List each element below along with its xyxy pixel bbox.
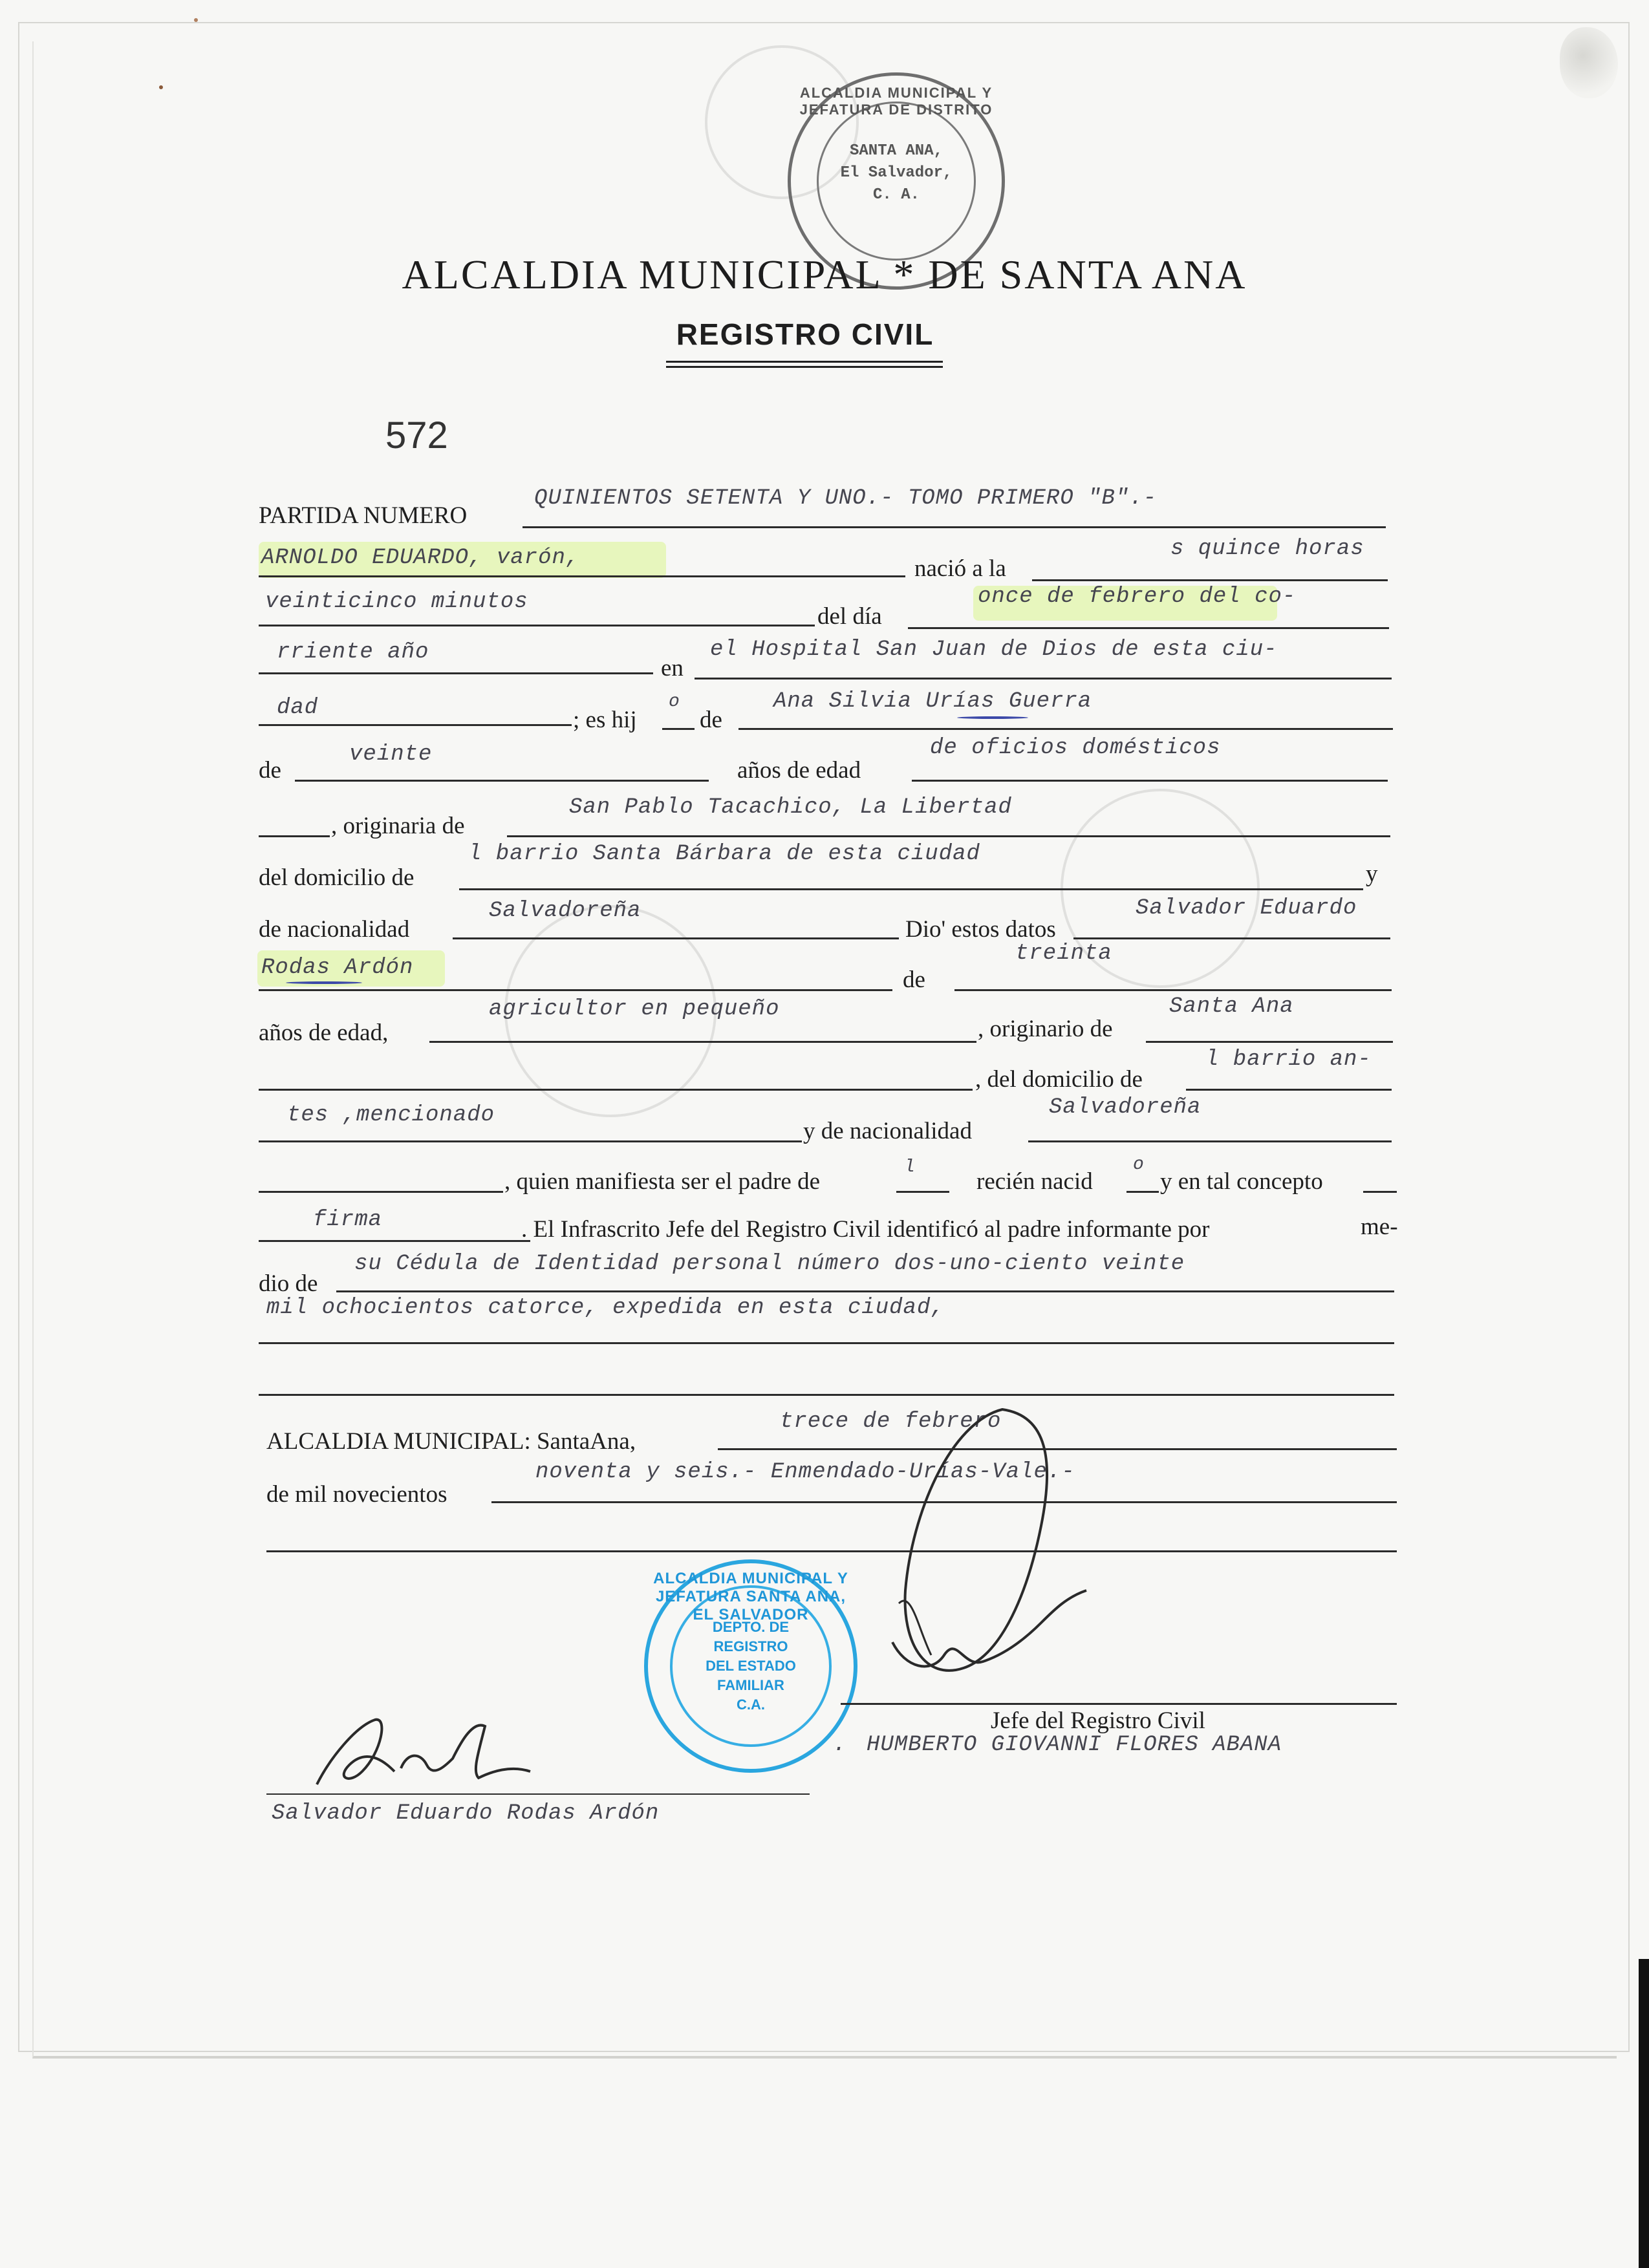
seal-line: SANTA ANA,: [849, 142, 943, 160]
field-informante-edad: treinta: [1015, 941, 1112, 966]
label-originaria-de: , originaria de: [331, 813, 465, 839]
form-line: [954, 989, 1392, 991]
form-line: [908, 627, 1389, 629]
seal-center-text: [648, 1618, 854, 1715]
field-madre-domicilio: l barrio Santa Bárbara de esta ciudad: [468, 842, 980, 866]
form-line: [259, 1342, 1394, 1344]
label-del-domicilio-de: del domicilio de: [259, 864, 415, 891]
label-es-hij: ; es hij: [573, 707, 637, 733]
field-nacid-suffix: o: [1133, 1155, 1145, 1175]
form-line: [259, 835, 330, 837]
seal-ring-text: ALCALDIA MUNICIPAL Y JEFATURA SANTA ANA, EL SALVADOR: [653, 1570, 848, 1623]
field-madre-oficio: de oficios domésticos: [930, 736, 1221, 760]
seal-line: REGISTRO: [713, 1638, 788, 1654]
form-line: [738, 728, 1393, 730]
form-line: [453, 937, 899, 939]
seal-line: DEPTO. DE: [712, 1619, 790, 1635]
label-de-2: de: [259, 757, 281, 784]
form-line: [266, 1793, 810, 1795]
label-y: y: [1366, 861, 1378, 887]
form-line: [1146, 1041, 1393, 1043]
field-fecha-2: rriente año: [277, 640, 429, 665]
label-originario-de: , originario de: [978, 1016, 1113, 1042]
signature-flourish: [892, 1590, 1086, 1666]
label-y-de-nacionalidad: y de nacionalidad: [803, 1118, 972, 1144]
seal-line: C. A.: [872, 186, 920, 204]
seal-ring-text: ALCALDIA MUNICIPAL Y JEFATURA DE DISTRITO: [799, 85, 993, 118]
form-line: [1363, 1191, 1397, 1193]
informant-signature: [304, 1707, 550, 1797]
signature-loop: [905, 1409, 1048, 1671]
field-informante-oficio: agricultor en pequeño: [489, 997, 780, 1022]
field-fecha-registro-1: trece de febrero: [780, 1409, 1002, 1434]
field-cedula-2: mil ochocientos catorce, expedida en esta ciudad,: [266, 1296, 945, 1320]
form-line: [1073, 937, 1390, 939]
seal-line: C.A.: [737, 1696, 765, 1713]
form-line: [896, 1191, 949, 1193]
field-informante-2: Rodas Ardón: [261, 956, 414, 980]
form-line: [841, 1703, 1397, 1705]
form-line: [429, 1041, 976, 1043]
seal-center-text: [791, 140, 1002, 206]
chief-signature: [854, 1396, 1099, 1694]
label-en-tal-concepto: y en tal concepto: [1160, 1168, 1323, 1195]
form-line: [259, 1240, 530, 1242]
form-line: [259, 989, 892, 991]
paper-speck: [194, 18, 198, 22]
field-padre-de-suffix: l: [904, 1157, 916, 1177]
field-informante-domicilio-1: l barrio an-: [1205, 1047, 1372, 1072]
field-madre: Ana Silvia Urías Guerra: [773, 689, 1092, 714]
form-line: [695, 678, 1392, 679]
subtitle-underline: [666, 366, 943, 368]
registry-seal-stamp: [644, 1559, 857, 1773]
field-partida: QUINIENTOS SETENTA Y UNO.- TOMO PRIMERO "B".-: [534, 486, 1158, 511]
label-anos-de-edad-2: años de edad,: [259, 1020, 389, 1046]
form-line: [1186, 1089, 1392, 1091]
field-informante-domicilio-2: tes ,mencionado: [287, 1103, 495, 1128]
field-hora-2: veinticinco minutos: [265, 590, 528, 614]
form-line: [259, 625, 815, 626]
field-fecha-1: once de febrero del co-: [978, 584, 1297, 609]
form-line: [662, 728, 695, 730]
subtitle-underline: [666, 361, 943, 363]
field-jefe-nombre: HUMBERTO GIOVANNI FLORES ABANA: [867, 1733, 1282, 1757]
label-jefe-registro-civil: Jefe del Registro Civil: [991, 1707, 1205, 1734]
form-line: [259, 724, 572, 726]
form-line: [259, 1191, 503, 1193]
seal-line: El Salvador,: [840, 164, 953, 182]
field-nombre: ARNOLDO EDUARDO, varón,: [261, 546, 580, 570]
field-cedula-1: su Cédula de Identidad personal número dos-uno-ciento veinte: [354, 1252, 1185, 1276]
form-line: [912, 780, 1388, 782]
signature-stroke: [401, 1725, 530, 1778]
label-me: me-: [1361, 1214, 1398, 1240]
form-line: [259, 1140, 802, 1142]
form-line: [523, 526, 1386, 528]
label-partida-numero: PARTIDA NUMERO: [259, 502, 468, 529]
label-dio-de: dio de: [259, 1270, 318, 1297]
form-line: [1028, 1140, 1392, 1142]
field-informante-firma-nombre: Salvador Eduardo Rodas Ardón: [272, 1801, 660, 1826]
form-line: [266, 1550, 1397, 1552]
field-hora-1: s quince horas: [1170, 537, 1364, 561]
field-madre-edad: veinte: [349, 742, 433, 767]
field-madre-origen: San Pablo Tacachico, La Libertad: [569, 795, 1012, 820]
document-title: ALCALDIA MUNICIPAL * DE SANTA ANA: [402, 251, 1247, 297]
form-line: [259, 1394, 1394, 1396]
field-informante-origen: Santa Ana: [1169, 994, 1294, 1019]
form-line: [507, 835, 1390, 837]
paper-speck: [159, 85, 163, 89]
label-del-domicilio-de-2: , del domicilio de: [975, 1066, 1143, 1093]
form-line: [259, 575, 905, 577]
field-jefe-prefix: .: [833, 1733, 847, 1757]
field-hij-suffix: o: [669, 692, 680, 712]
form-line: [259, 1089, 973, 1091]
form-line: [336, 1290, 1394, 1292]
label-infrascrito: . El Infrascrito Jefe del Registro Civil identificó al padre informante por: [521, 1216, 1210, 1243]
label-de-nacionalidad: de nacionalidad: [259, 916, 410, 943]
corner-wear-mark: [1560, 27, 1618, 98]
field-fecha-registro-2: noventa y seis.- Enmendado-Urías-Vale.-: [535, 1460, 1075, 1484]
seal-line: FAMILIAR: [717, 1677, 784, 1693]
ink-underline-mark: [286, 981, 362, 984]
ink-underline-mark: [957, 716, 1028, 719]
label-dio-estos-datos: Dio' estos datos: [905, 916, 1056, 943]
label-alcaldia-municipal: ALCALDIA MUNICIPAL: SantaAna,: [266, 1428, 636, 1455]
label-de-3: de: [903, 967, 925, 993]
seal-line: DEL ESTADO: [706, 1658, 796, 1674]
label-recien-nacid: recién nacid: [976, 1168, 1093, 1195]
field-lugar-1: el Hospital San Juan de Dios de esta ciu-: [710, 637, 1278, 662]
form-line: [459, 888, 1363, 890]
document-number: 572: [385, 414, 448, 456]
field-lugar-2: dad: [277, 696, 319, 720]
field-informante-nacionalidad: Salvadoreña: [1049, 1095, 1202, 1120]
scan-edge: [1639, 1959, 1649, 2268]
label-quien-manifiesta: , quien manifiesta ser el padre de: [504, 1168, 820, 1195]
field-informante-1: Salvador Eduardo: [1136, 896, 1357, 921]
form-line: [1126, 1191, 1159, 1193]
form-line: [1032, 579, 1388, 581]
label-anos-de-edad: años de edad: [737, 757, 861, 784]
form-line: [295, 780, 709, 782]
field-madre-nacionalidad: Salvadoreña: [489, 899, 641, 923]
label-en: en: [661, 655, 684, 681]
label-nacio-a-la: nació a la: [914, 555, 1006, 582]
label-de: de: [700, 707, 722, 733]
document-subtitle: REGISTRO CIVIL: [676, 317, 934, 351]
label-de-mil-novecientos: de mil novecientos: [266, 1481, 447, 1508]
signature-stroke: [317, 1720, 394, 1784]
label-del-dia: del día: [817, 603, 882, 630]
form-line: [259, 672, 653, 674]
field-firma: firma: [313, 1208, 383, 1232]
